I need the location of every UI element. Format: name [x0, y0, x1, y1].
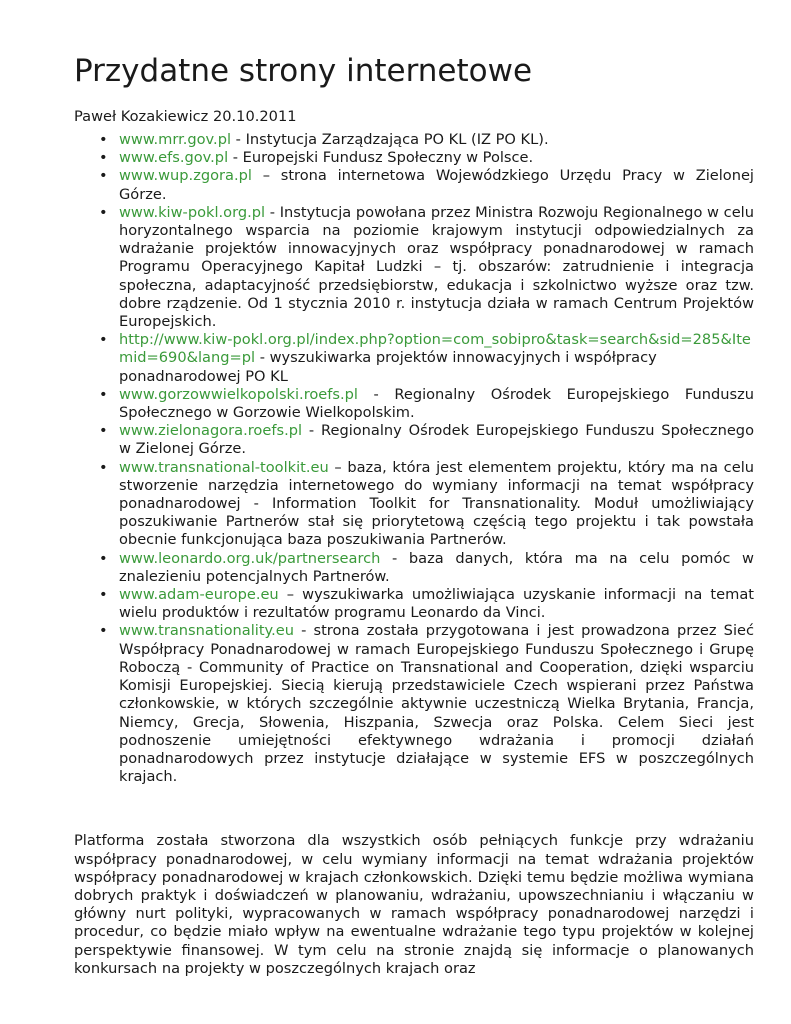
list-item	[119, 622, 754, 786]
list-item	[119, 586, 754, 622]
link-zielonagora-roefs[interactable]: www.zielonagora.roefs.pl	[119, 422, 303, 440]
list-item-text: – strona internetowa Wojewódzkiego Urzędu Pracy w Zielonej Górze.	[119, 167, 754, 203]
list-item	[119, 167, 754, 203]
link-transnationality[interactable]: www.transnationality.eu	[119, 622, 294, 640]
list-item	[119, 422, 754, 458]
list-item-text: - Europejski Fundusz Społeczny w Polsce.	[228, 149, 534, 167]
list-item-text: - strona została przygotowana i jest prowadzona przez Sieć Współpracy Ponadnarodowej w ramach Europejskiego Funduszu Społecznego i Grupę Roboczą - Community of Practice on Transnational and Cooperation, dzięki wsparciu Komisji Europejskiej. Siecią kierują przedstawiciele Czech wspierani przez Państwa członkowskie, w których szczególnie aktywnie uczestniczą Wielka Brytania, Francja, Niemcy, Grecja, Słowenia, Hiszpania, Szwecja oraz Polska. Celem Sieci jest podnoszenie umiejętności efektywnego wdrażania i promocji działań ponadnarodowych przez instytucje działające w systemie EFS w poszczególnych krajach.	[119, 622, 754, 786]
links-list	[74, 131, 754, 786]
list-item-text: - Instytucja powołana przez Ministra Rozwoju Regionalnego w celu horyzontalnego wsparcia na poziomie krajowym instytucji odpowiedzialnych za wdrażanie projektów innowacyjnych oraz współpracy ponadnarodowej w ramach Programu Operacyjnego Kapitał Ludzki – tj. obszarów: zatrudnienie i integracja społeczna, adaptacyjność przedsiębiorstw, edukacja i szkolnictwo wyższe oraz tzw. dobre rządzenie. Od 1 stycznia 2010 r. instytucja działa w ramach Centrum Projektów Europejskich.	[119, 203, 754, 331]
link-gorzow-roefs[interactable]: www.gorzowwielkopolski.roefs.pl	[119, 385, 358, 403]
list-item-text: - baza danych, która ma na celu pomóc w znalezieniu potencjalnych Partnerów.	[119, 549, 754, 585]
link-adam-europe[interactable]: www.adam-europe.eu	[119, 586, 279, 604]
page-title: Przydatne strony internetowe	[74, 53, 533, 89]
list-item	[119, 131, 754, 149]
list-item-text: - Regionalny Ośrodek Europejskiego Funduszu Społecznego w Gorzowie Wielkopolskim.	[119, 385, 754, 422]
body-paragraph: Platforma została stworzona dla wszystkich osób pełniących funkcje przy wdrażaniu współpracy ponadnarodowej, w celu wymiany informacji na temat wdrażania projektów współpracy ponadnarodowej w krajach członkowskich. Dzięki temu będzie możliwa wymiana dobrych praktyk i doświadczeń w planowaniu, wdrażaniu, upowszechnianiu i włączaniu w główny nurt polityki, wypracowanych w ramach współpracy ponadnarodowej narzędzi i procedur, co będzie miało wpływ na ewentualne wdrażanie tego typu projektów w kolejnej perspektywie finansowej. W tym celu na stronie znajdą się informacje o planowanych konkursach na projekty w poszczególnych krajach oraz	[74, 832, 754, 977]
link-kiw-search[interactable]: http://www.kiw-pokl.org.pl/index.php?option=com_sobipro&task=search&sid=285&Itemid=690&lang=pl	[119, 331, 751, 367]
list-item	[119, 386, 754, 422]
list-item-text: – baza, która jest elementem projektu, który ma na celu stworzenie narzędzia internetowego do wymiany informacji na temat współpracy ponadnarodowej - Information Toolkit for Transnationality. Moduł umożliwiający poszukiwanie Partnerów stał się priorytetową częścią tego projektu i tak powstała obecnie funkcjonująca baza poszukiwania Partnerów.	[119, 458, 754, 549]
list-item	[119, 459, 754, 550]
list-item-text: – wyszukiwarka umożliwiająca uzyskanie informacji na temat wielu produktów i rezultatów programu Leonardo da Vinci.	[119, 586, 754, 622]
list-item-text: - Regionalny Ośrodek Europejskiego Funduszu Społecznego w Zielonej Górze.	[119, 422, 754, 458]
document-page	[74, 52, 754, 993]
list-item	[119, 204, 754, 331]
link-wup[interactable]: www.wup.zgora.pl	[119, 167, 252, 185]
link-leonardo[interactable]: www.leonardo.org.uk/partnersearch	[119, 549, 381, 567]
link-kiw-pokl[interactable]: www.kiw-pokl.org.pl	[119, 203, 266, 221]
list-item-text: - wyszukiwarka projektów innowacyjnych i współpracy ponadnarodowej PO KL	[119, 349, 657, 385]
link-transnational-toolkit[interactable]: www.transnational-toolkit.eu	[119, 458, 329, 476]
list-item-text: - Instytucja Zarządzająca PO KL (IZ PO KL).	[231, 131, 549, 148]
list-item	[119, 331, 754, 386]
link-mrr[interactable]: www.mrr.gov.pl	[119, 131, 232, 148]
link-efs[interactable]: www.efs.gov.pl	[119, 149, 229, 167]
list-item	[119, 550, 754, 586]
author-line: Paweł Kozakiewicz 20.10.2011	[74, 108, 297, 125]
list-item	[119, 149, 754, 167]
